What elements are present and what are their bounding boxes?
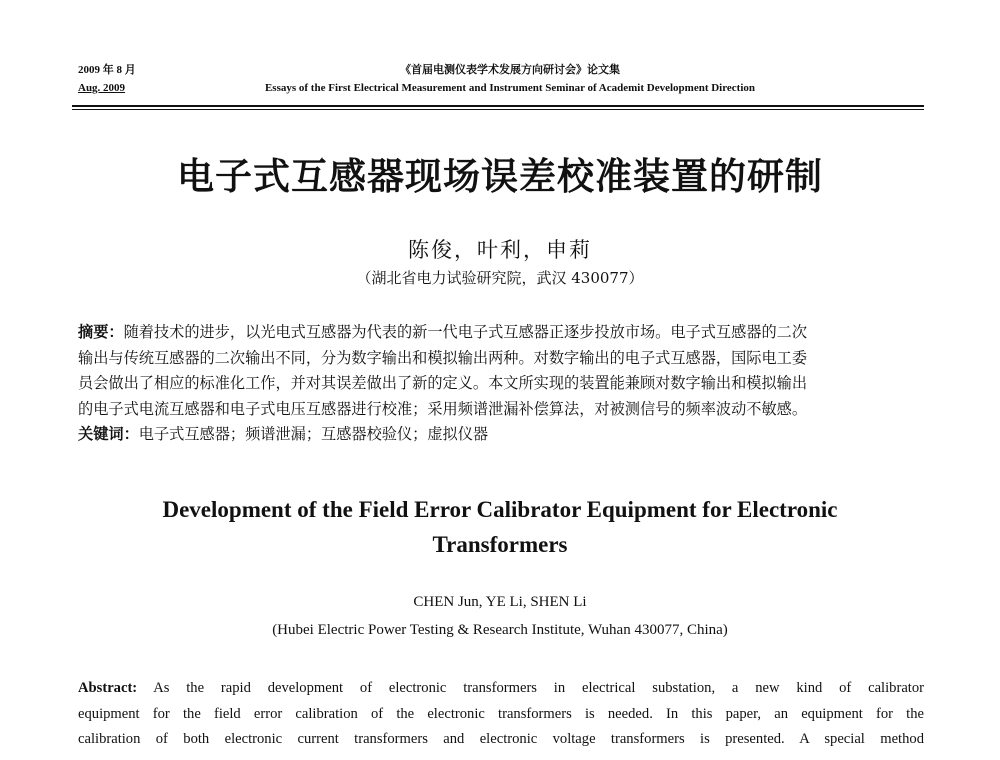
authors-cn: 陈俊，叶利，申莉: [408, 238, 592, 262]
abstract-cn-line: 输出与传统互感器的二次输出不同，分为数字输出和模拟输出两种。对数字输出的电子式互感器，国际电工委: [78, 348, 807, 367]
paper-title-cn: 电子式互感器现场误差校准装置的研制: [177, 155, 823, 198]
abstract-en-label: Abstract:: [78, 680, 138, 696]
affiliation-cn: （湖北省电力试验研究院，武汉 430077）: [356, 269, 644, 287]
keywords-cn-label: 关键词：: [78, 425, 139, 443]
header-rule-thin: [72, 109, 924, 110]
header-proceedings-cn: 《首届电测仪表学术发展方向研讨会》论文集: [400, 64, 620, 76]
abstract-en-line: Abstract: As the rapid development of electronic transformers in electrical substation, a new kind of calibrator: [78, 680, 924, 696]
affiliation-en: (Hubei Electric Power Testing & Research Institute, Wuhan 430077, China): [272, 622, 728, 638]
header-proceedings: [150, 61, 870, 97]
paper-title-en-line: Transformers: [432, 532, 568, 557]
abstract-cn: [78, 320, 924, 448]
header-date-en: Aug. 2009: [78, 82, 126, 94]
header-date-cn: 2009 年 8 月: [78, 64, 136, 76]
header-proceedings-en: Essays of the First Electrical Measurement and Instrument Seminar of Academit Development Direction: [264, 82, 756, 94]
abstract-cn-line: 摘要：随着技术的进步，以光电式互感器为代表的新一代电子式互感器正逐步投放市场。电子式互感器的二次: [78, 323, 807, 341]
header-date: [78, 61, 136, 97]
abstract-en: [78, 676, 924, 753]
keywords-cn-text: 电子式互感器；频谱泄漏；互感器校验仪；虚拟仪器: [138, 425, 489, 443]
authors-en: CHEN Jun, YE Li, SHEN Li: [413, 594, 587, 610]
header-rule-thick: [72, 105, 924, 107]
abstract-cn-label: 摘要：: [78, 323, 124, 341]
abstract-en-line: calibration of both electronic current transformers and electronic voltage transformers is presented. A special method: [78, 731, 924, 747]
paper-title-en: [100, 492, 900, 562]
abstract-cn-line: 的电子式电流互感器和电子式电压互感器进行校准；采用频谱泄漏补偿算法，对被测信号的频率波动不敏感。: [78, 399, 807, 418]
keywords-cn: [78, 422, 924, 448]
paper-title-en-line: Development of the Field Error Calibrator Equipment for Electronic: [162, 497, 838, 522]
abstract-en-line: equipment for the field error calibration of the electronic transformers is needed. In this paper, an equipment for the: [78, 705, 924, 722]
abstract-cn-line: 员会做出了相应的标准化工作，并对其误差做出了新的定义。本文所实现的装置能兼顾对数字输出和模拟输出: [78, 374, 807, 392]
